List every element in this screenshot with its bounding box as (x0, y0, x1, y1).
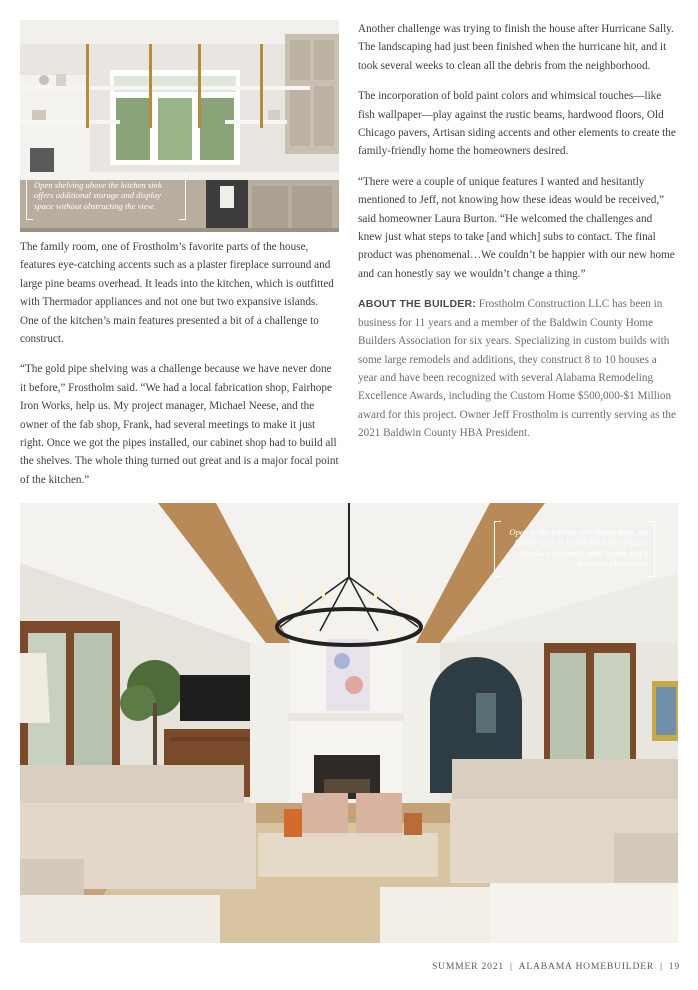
caption-bracket-left (26, 174, 33, 220)
about-the-builder-label: ABOUT THE BUILDER: (358, 298, 476, 311)
footer-issue: SUMMER 2021 (431, 961, 504, 972)
footer-separator: | (509, 961, 513, 972)
left-column (20, 238, 339, 501)
kitchen-photo (20, 20, 339, 232)
right-paragraph-2: The incorporation of bold paint colors and whimsical touches—like fish wallpaper—play against the rustic beams, hardwood floors, Old Chicago pavers, Artisan siding accents and other elements to create the family-friendly home the homeowners desired. (358, 90, 676, 158)
family-room-photo (20, 503, 678, 943)
about-the-builder (358, 295, 678, 442)
footer-publication: ALABAMA HOMEBUILDER (518, 961, 655, 972)
page-number: 19 (668, 961, 680, 972)
left-paragraph-1: The family room, one of Frostholm’s favorite parts of the house, features eye-catching accents such as a plaster fireplace surround and large pine beams overhead. It leads into the kitchen, which is outfitted with Thermador appliances and not one but two expansive islands. One of the kitchen’s main features presented a bit of a challenge to construct. (20, 241, 334, 346)
right-paragraph-3: “There were a couple of unique features I wanted and hesitantly mentioned to Jeff, not knowing how these ideas would be received,” said homeowner Laura Burton. “He welcomed the challenges and knew just what steps to take [and which] subs to contact. The final product was phenomenal…We couldn’t be happier with our new home and can honestly say we wouldn’t change a thing.” (358, 175, 675, 280)
about-the-builder-text: Frostholm Construction LLC has been in business for 11 years and a member of the Baldwin County Home Builders Association for six years. Specializing in custom builds with some large remodels and additions, they construct 8 to 10 houses a year and have been recognized with several Alabama Remodeling Excellence Awards, including the Custom Home $500,000-$1 Million award for this project. Owner Jeff Frostholm is currently serving as the 2021 Baldwin County HBA President. (358, 298, 676, 440)
footer-separator: | (660, 961, 663, 972)
left-paragraph-2: “The gold pipe shelving was a challenge because we have never done it before,” Frostholm said. “We had a local fabrication shop, Fairhope Iron Works, help us. My project manager, Michael Neese, and the owner of the fab shop, Frank, had several meetings to make it just right. Once we got the pipes installed, our cabinet shop had to build all the shelves. The whole thing turned out great and is a major focal point of the kitchen.” (20, 363, 339, 486)
right-column (358, 20, 678, 455)
family-room-photo-caption: Open to the kitchen and dining area, the family room is highlighted by a plaster fireplace surround, pine beams and a dramatic chandelier. (509, 527, 648, 569)
caption-bracket-right (648, 521, 655, 577)
page-footer (432, 961, 680, 972)
kitchen-photo-caption: Open shelving above the kitchen sink offers additional storage and display space without obstructing the view. (34, 180, 162, 211)
right-paragraph-1: Another challenge was trying to finish the house after Hurricane Sally. The landscaping had just been finished when the hurricane hit, and it took several weeks to clean all the debris from the neighborhood. (358, 23, 674, 72)
